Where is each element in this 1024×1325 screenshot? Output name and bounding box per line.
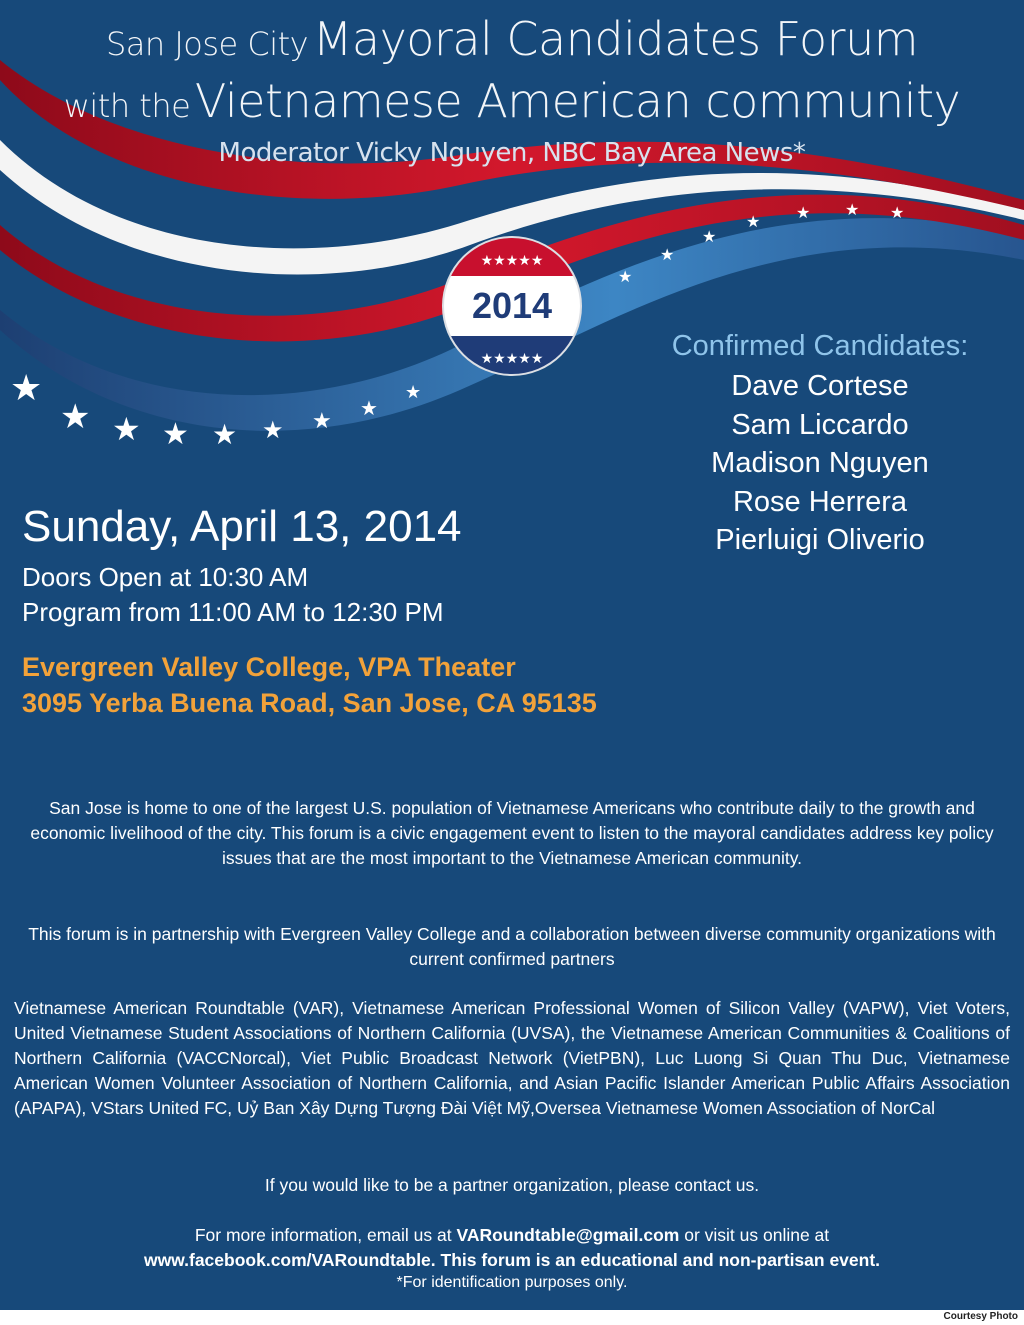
title-forum: Mayoral Candidates Forum xyxy=(312,12,919,66)
svg-text:★: ★ xyxy=(702,227,717,246)
svg-text:★: ★ xyxy=(746,212,761,231)
candidates-list xyxy=(640,367,1000,560)
candidate-name: Rose Herrera xyxy=(732,485,908,518)
contact-paragraph: If you would like to be a partner organization, please contact us. xyxy=(264,1175,760,1195)
venue-address: 3095 Yerba Buena Road, San Jose, CA 95135 xyxy=(22,688,597,718)
svg-text:★: ★ xyxy=(60,397,91,437)
nonpartisan-statement: This forum is an educational and non-partisan event. xyxy=(435,1250,881,1270)
svg-text:★: ★ xyxy=(890,203,905,222)
svg-text:★: ★ xyxy=(162,417,189,452)
svg-text:★: ★ xyxy=(660,245,675,264)
doors-open-time: Doors Open at 10:30 AM xyxy=(22,562,309,592)
svg-text:★: ★ xyxy=(212,418,238,451)
intro-paragraph: San Jose is home to one of the largest U.S. population of Vietnamese Americans who contribute daily to the growth and economic livelihood of the city. This forum is a civic engagement event to listen to the mayoral candidates address key policy issues that are the most important to the Vietnamese American community. xyxy=(30,798,994,868)
svg-text:★: ★ xyxy=(405,382,422,403)
svg-text:★: ★ xyxy=(618,267,633,286)
email-link[interactable]: VARoundtable@gmail.com xyxy=(456,1225,680,1245)
footnote: *For identification purposes only. xyxy=(396,1274,628,1291)
title-city: San Jose City xyxy=(105,25,309,63)
partners-paragraph: Vietnamese American Roundtable (VAR), Vietnamese American Professional Women of Silicon Valley (VAPW), Viet Voters, United Vietnamese Student Associations of Northern California (UVSA), the Vietnamese American Communities & Coalitions of Northern California (VACCNorcal), Viet Public Broadcast Network (VietPBN), Luc Luong Si Quan Thu Duc, Vietnamese American Women Volunteer Association of Northern California, and Asian Pacific Islander American Public Affairs Association (APAPA), VStars United FC, Uỷ Ban Xây Dựng Tượng Đài Việt Mỹ,Oversea Vietnamese Women Association of NorCal xyxy=(14,998,1010,1118)
candidate-name: Sam Liccardo xyxy=(731,408,909,441)
moderator-line: Moderator Vicky Nguyen, NBC Bay Area News* xyxy=(218,138,806,168)
more-info-paragraph xyxy=(14,1223,1010,1273)
facebook-link[interactable]: www.facebook.com/VARoundtable. xyxy=(143,1250,436,1270)
candidate-name: Madison Nguyen xyxy=(711,447,929,479)
title-with: with the xyxy=(63,87,191,125)
event-date: Sunday, April 13, 2014 xyxy=(22,502,462,551)
title-line-2 xyxy=(0,74,1024,128)
confirmed-candidates xyxy=(640,330,1000,560)
more-info-mid: or visit us online at xyxy=(679,1225,830,1245)
more-info-prefix: For more information, email us at xyxy=(194,1225,457,1245)
election-badge-2014 xyxy=(432,236,592,376)
venue-name: Evergreen Valley College, VPA Theater xyxy=(22,652,516,682)
svg-text:★: ★ xyxy=(10,368,43,409)
svg-text:★: ★ xyxy=(112,410,141,448)
title-community: Vietnamese American community xyxy=(194,74,961,128)
svg-text:★★★★★: ★★★★★ xyxy=(480,253,544,269)
partnership-paragraph: This forum is in partnership with Evergreen Valley College and a collaboration between diverse community organizations with current confirmed partners xyxy=(28,924,996,969)
candidate-name: Dave Cortese xyxy=(731,370,909,402)
svg-text:★: ★ xyxy=(262,416,284,444)
svg-text:★: ★ xyxy=(796,203,811,222)
photo-credit: Courtesy Photo xyxy=(943,1311,1018,1322)
candidate-name: Pierluigi Oliverio xyxy=(715,524,925,556)
svg-text:★: ★ xyxy=(845,200,860,219)
candidates-heading: Confirmed Candidates: xyxy=(671,330,969,362)
svg-text:★★★★★: ★★★★★ xyxy=(480,351,544,367)
svg-text:★: ★ xyxy=(360,396,378,420)
program-time: Program from 11:00 AM to 12:30 PM xyxy=(22,597,444,627)
title-line-1 xyxy=(0,12,1024,66)
badge-year: 2014 xyxy=(471,285,553,326)
svg-text:★: ★ xyxy=(312,409,332,434)
